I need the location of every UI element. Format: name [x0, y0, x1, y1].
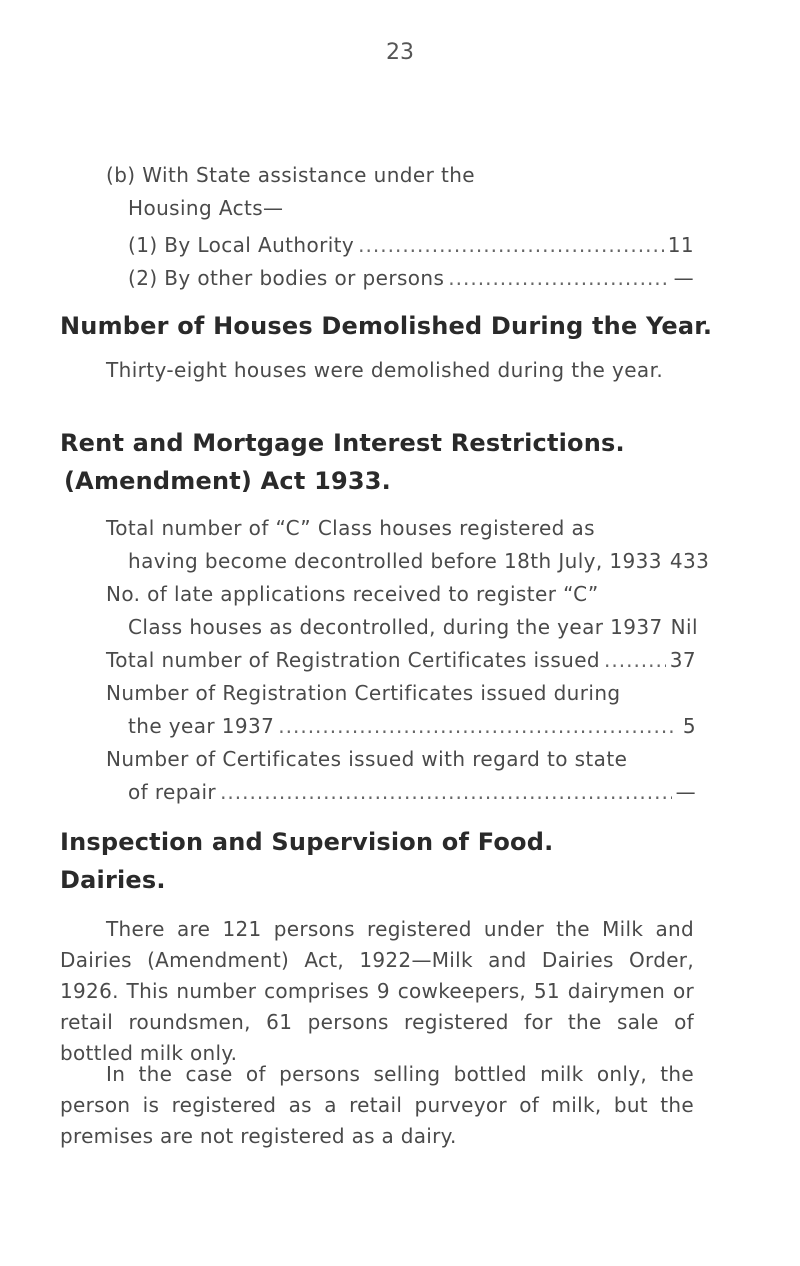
rent-line-value: 5: [682, 714, 696, 738]
housing-heading-line2: Housing Acts—: [128, 196, 284, 220]
rent-line-value: 433: [669, 549, 710, 573]
rent-line-label: Total number of Registration Certificates issued: [106, 648, 601, 672]
demolished-text: Thirty-eight houses were demolished during the year.: [106, 358, 664, 382]
rent-line-state-of-repair: Number of Certificates issued with regard to state: [106, 747, 628, 771]
demolished-title: Number of Houses Demolished During the Year.: [60, 312, 713, 340]
housing-heading-line1: (b) With State assistance under the: [106, 163, 475, 187]
rent-line-certificates-during: Number of Registration Certificates issued during: [106, 681, 621, 705]
leader-dots: [448, 266, 669, 290]
dairies-paragraph-2: In the case of persons selling bottled milk only, the person is registered as a retail purveyor of milk, but the premises are not registered as a dairy.: [60, 1062, 694, 1148]
rent-line-of-repair: [128, 780, 696, 804]
rent-line-label: having become decontrolled before 18th July, 1933: [128, 549, 662, 573]
rent-title-line2: (Amendment) Act 1933.: [64, 467, 392, 495]
rent-line-value: Nil: [670, 615, 698, 639]
food-title: Inspection and Supervision of Food.: [60, 828, 554, 856]
housing-item-label: (1) By Local Authority: [128, 233, 355, 257]
dairies-paragraph-1: There are 121 persons registered under the Milk and Dairies (Amendment) Act, 1922—Milk and Dairies Order, 1926. This number comprises 9 cowkeepers, 51 dairymen or retail roundsmen, 61 persons registered for the sale of bottled milk only.: [60, 917, 694, 1065]
housing-item-value: —: [673, 266, 694, 290]
page-number: 23: [386, 40, 414, 65]
leader-dots: [604, 648, 666, 672]
rent-line-total-c-class: Total number of “C” Class houses registered as: [106, 516, 596, 540]
housing-item-other-bodies: [128, 266, 694, 290]
rent-line-decontrolled: [128, 549, 710, 573]
rent-line-label: of repair: [128, 780, 217, 804]
housing-item-label: (2) By other bodies or persons: [128, 266, 445, 290]
leader-dots: [220, 780, 672, 804]
rent-line-value: —: [675, 780, 696, 804]
rent-line-value: 37: [669, 648, 696, 672]
rent-line-during-1937: [128, 615, 696, 639]
leader-dots: [278, 714, 674, 738]
food-subtitle: Dairies.: [60, 866, 166, 894]
housing-item-local-authority: [128, 233, 694, 257]
rent-line-total-certificates: [106, 648, 696, 672]
housing-item-value: 11: [667, 233, 694, 257]
leader-dots: [358, 233, 664, 257]
rent-line-label: Class houses as decontrolled, during the year 1937: [128, 615, 663, 639]
rent-line-late-applications: No. of late applications received to register “C”: [106, 582, 599, 606]
rent-title-line1: Rent and Mortgage Interest Restrictions.: [60, 429, 625, 457]
rent-line-label: the year 1937: [128, 714, 275, 738]
rent-line-year-1937: [128, 714, 696, 738]
